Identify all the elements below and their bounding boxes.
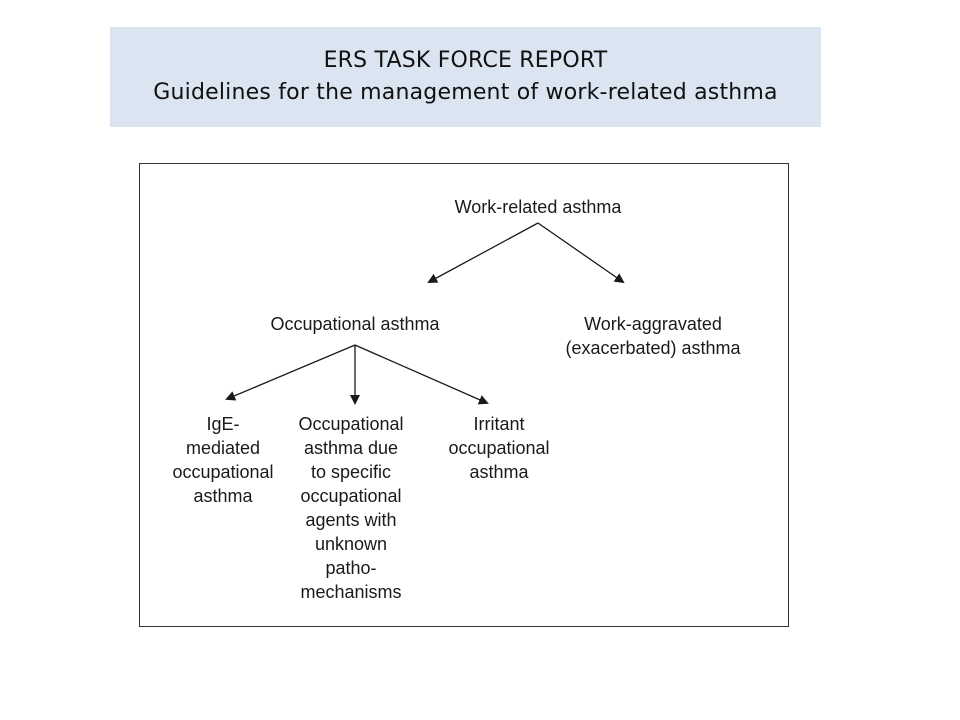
edge-root-to-work-aggravated <box>538 223 623 282</box>
edge-root-to-occupational <box>429 223 538 282</box>
edge-occupational-to-ige <box>227 345 355 399</box>
node-work-related-asthma: Work-related asthma <box>454 197 622 217</box>
edge-occupational-to-irritant <box>355 345 487 403</box>
title-banner <box>110 27 821 127</box>
node-ige-mediated-asthma: IgE- mediated occupational asthma <box>172 414 274 506</box>
node-work-aggravated-asthma: Work-aggravated (exacerbated) asthma <box>565 314 741 358</box>
slide-title: ERS TASK FORCE REPORT <box>323 48 608 73</box>
node-occupational-asthma: Occupational asthma <box>270 314 440 334</box>
diagram-edges <box>140 164 790 628</box>
node-specific-agents-asthma: Occupational asthma due to specific occupational agents with unknown patho- mechanisms <box>298 414 404 602</box>
node-irritant-asthma: Irritant occupational asthma <box>448 414 550 482</box>
diagram-frame <box>139 163 789 627</box>
slide-subtitle: Guidelines for the management of work-related asthma <box>153 80 778 105</box>
